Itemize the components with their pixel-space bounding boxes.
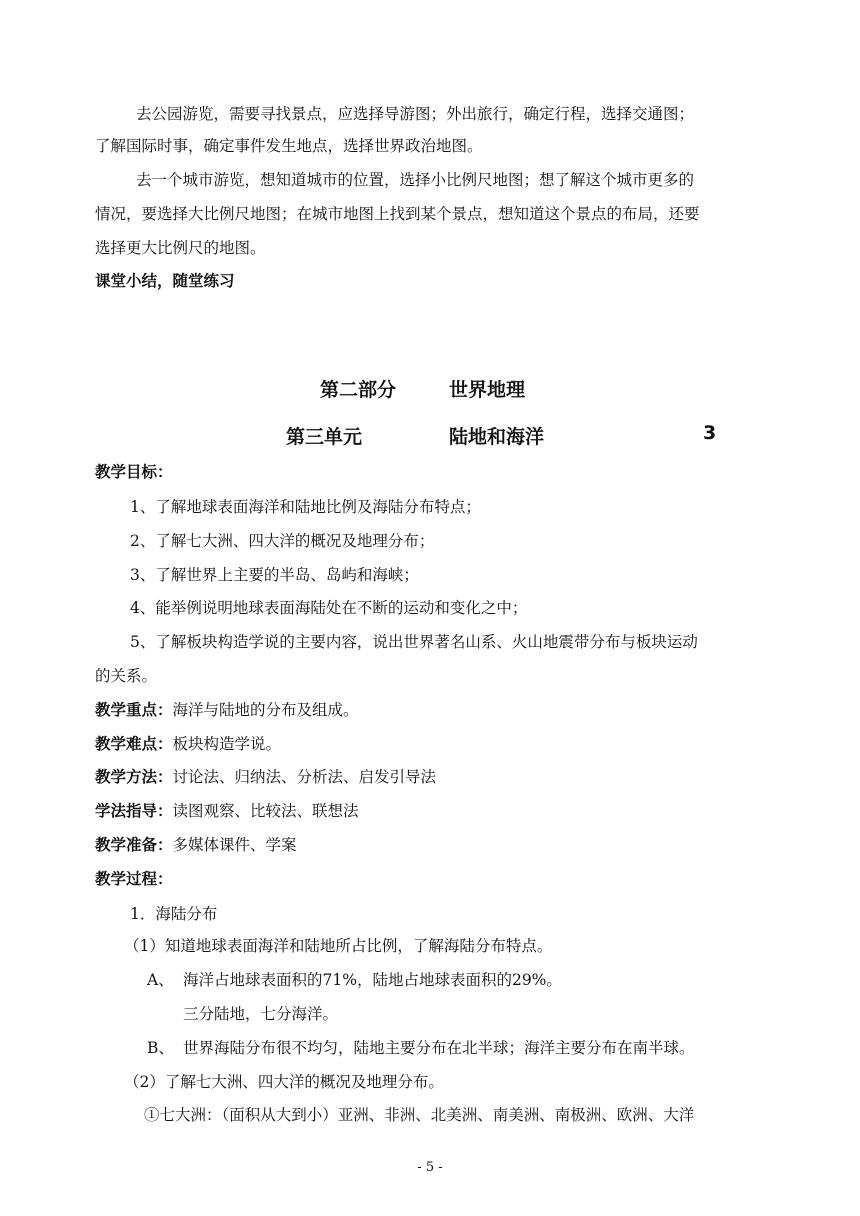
goal-item: 5、了解板块构造学说的主要内容，说出世界著名山系、火山地震带分布与板块运动 — [130, 633, 698, 651]
field-value: 海洋与陆地的分布及组成。 — [172, 701, 359, 719]
list-item — [147, 1038, 764, 1058]
goal-item: 3、了解世界上主要的半岛、岛屿和海峡； — [130, 566, 419, 584]
list-marker: A、 — [147, 971, 174, 989]
field-value: 多媒体课件、学案 — [172, 836, 297, 854]
prep-row — [95, 835, 764, 855]
focus-row — [95, 700, 764, 720]
page-number: - 5 - — [417, 1160, 443, 1175]
part-title: 第二部分 — [320, 379, 397, 401]
field-value: 读图观察、比较法、联想法 — [172, 802, 359, 820]
field-value: 讨论法、归纳法、分析法、启发引导法 — [172, 768, 437, 786]
process-item: ①七大洲：（面积从大到小）亚洲、非洲、北美洲、南美洲、南极洲、欧洲、大洋 — [144, 1106, 695, 1124]
method-row — [95, 767, 764, 787]
field-label: 学法指导： — [95, 802, 173, 820]
unit-number: 3 — [703, 422, 717, 444]
process-item: （2）了解七大洲、四大洋的概况及地理分布。 — [124, 1073, 444, 1091]
list-item — [147, 970, 764, 990]
field-value: 板块构造学说。 — [172, 735, 282, 753]
field-label: 教学方法： — [95, 768, 173, 786]
goal-item-continued: 的关系。 — [95, 667, 158, 685]
section-heading: 课堂小结，随堂练习 — [95, 272, 235, 290]
paragraph-line: 去公园游览，需要寻找景点，应选择导游图；外出旅行，确定行程，选择交通图； — [136, 105, 695, 123]
goal-item: 2、了解七大洲、四大洋的概况及地理分布； — [130, 532, 435, 550]
paragraph-line: 去一个城市游览，想知道城市的位置，选择小比例尺地图；想了解这个城市更多的 — [136, 171, 695, 189]
section-heading: 教学过程： — [95, 870, 173, 888]
list-marker: B、 — [147, 1039, 174, 1057]
section-heading: 教学目标： — [95, 463, 173, 481]
difficulty-row — [95, 734, 764, 754]
list-text: 三分陆地，七分海洋。 — [183, 1005, 339, 1023]
unit-name: 陆地和海洋 — [449, 426, 545, 448]
field-label: 教学难点： — [95, 735, 173, 753]
goal-item: 1、了解地球表面海洋和陆地比例及海陆分布特点； — [130, 498, 481, 516]
process-item: 1．海陆分布 — [130, 905, 218, 923]
process-item: （1）知道地球表面海洋和陆地所占比例，了解海陆分布特点。 — [124, 937, 553, 955]
list-text: 海洋占地球表面积的71%，陆地占地球表面积的29%。 — [183, 971, 562, 989]
study-row — [95, 801, 764, 821]
paragraph-line: 选择更大比例尺的地图。 — [95, 239, 266, 257]
field-label: 教学准备： — [95, 836, 173, 854]
paragraph-line: 情况，要选择大比例尺地图；在城市地图上找到某个景点，想知道这个景点的布局，还要 — [95, 205, 700, 223]
part-name: 世界地理 — [449, 379, 526, 401]
goal-item: 4、能举例说明地球表面海陆处在不断的运动和变化之中； — [130, 599, 528, 617]
field-label: 教学重点： — [95, 701, 173, 719]
unit-title: 第三单元 — [286, 426, 363, 448]
list-text: 世界海陆分布很不均匀，陆地主要分布在北半球；海洋主要分布在南半球。 — [183, 1039, 695, 1057]
paragraph-line: 了解国际时事，确定事件发生地点，选择世界政治地图。 — [95, 137, 483, 155]
